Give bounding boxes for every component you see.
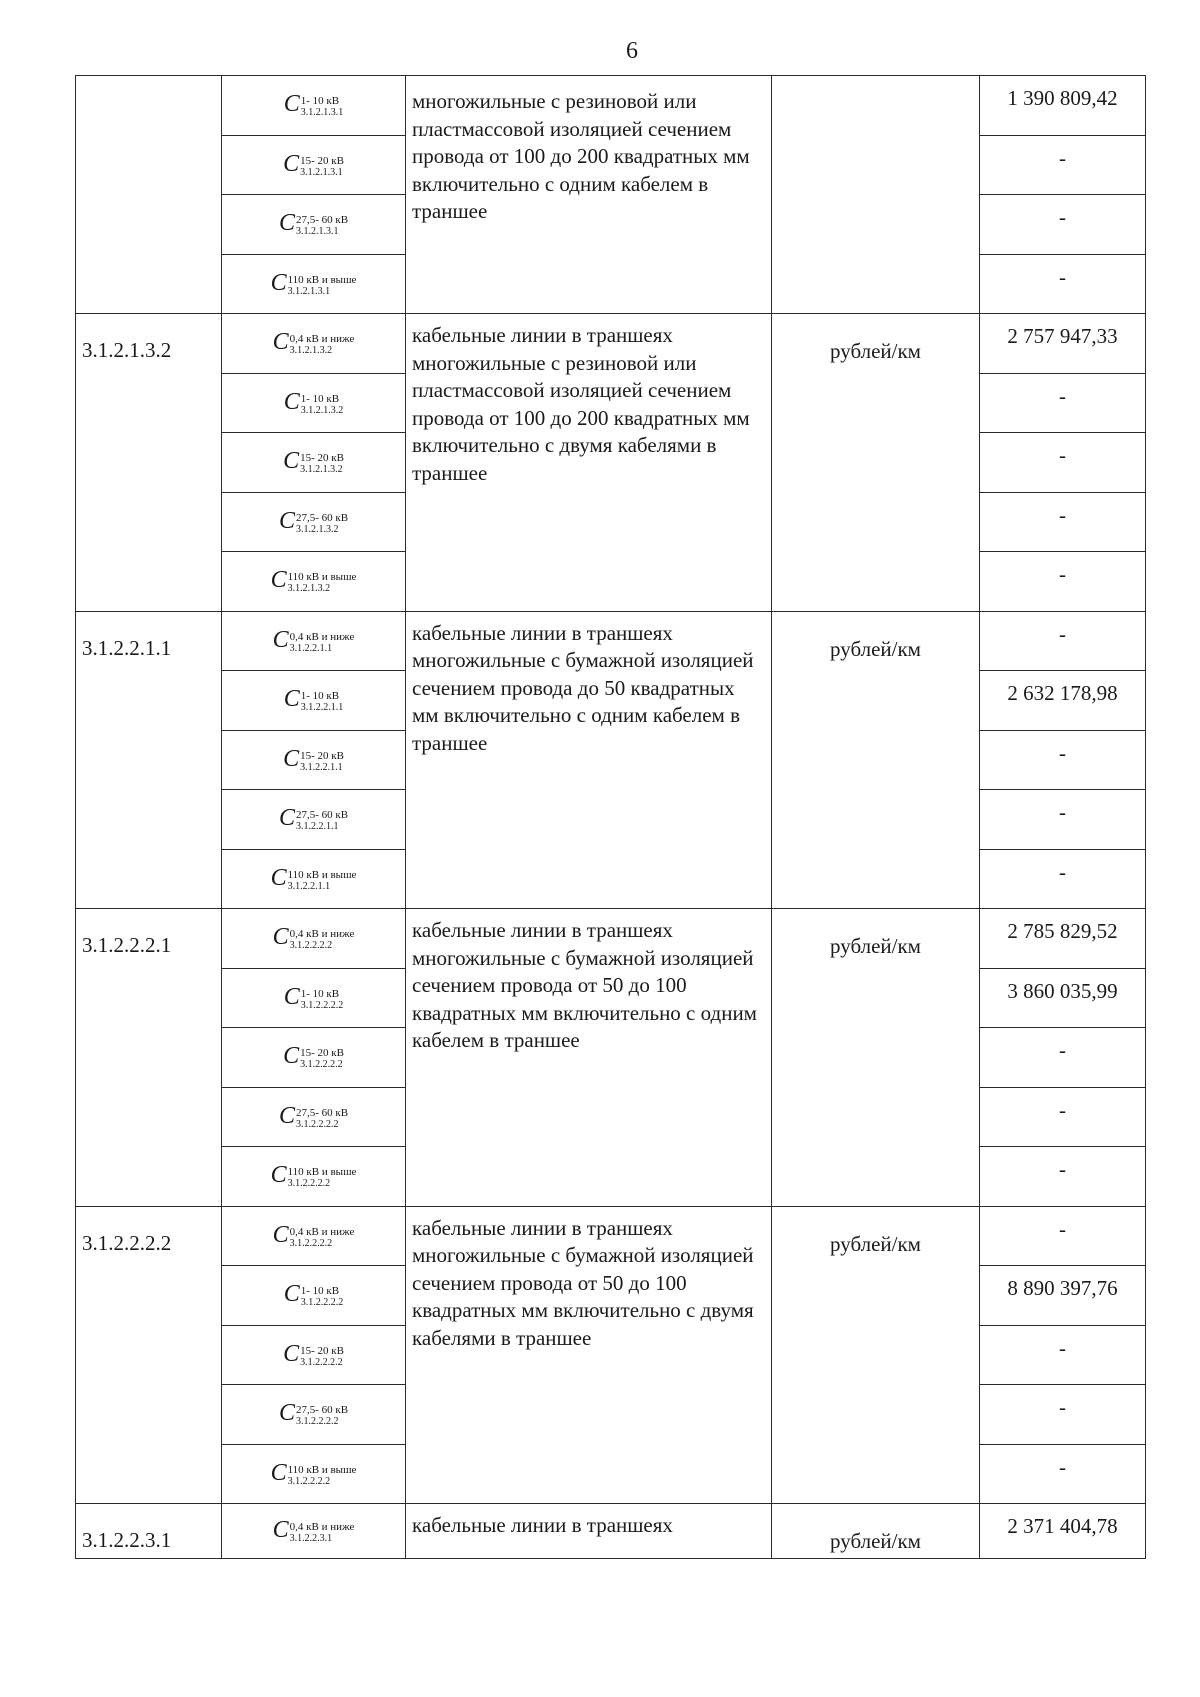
voltage-class: 27,5- 60 кВ	[295, 511, 349, 524]
rate-symbol	[222, 790, 406, 850]
rate-value: -	[980, 1087, 1146, 1147]
rate-value: -	[980, 1325, 1146, 1385]
rate-value: -	[980, 254, 1146, 314]
unit-of-measure: рублей/км	[772, 1504, 980, 1559]
rate-symbol	[222, 195, 406, 255]
rate-index: 3.1.2.2.1.1	[300, 702, 344, 714]
rate-index: 3.1.2.2.1.1	[295, 821, 339, 833]
rate-index: 3.1.2.2.2.2	[300, 1297, 344, 1309]
voltage-class: 15- 20 кВ	[300, 1047, 344, 1060]
rate-value: -	[980, 1385, 1146, 1445]
symbol-letter: C	[278, 1400, 295, 1427]
rate-symbol	[222, 433, 406, 493]
voltage-class: 27,5- 60 кВ	[295, 809, 349, 822]
table-row	[76, 76, 1146, 136]
rate-index: 3.1.2.2.2.2	[300, 1059, 343, 1071]
symbol-indices	[300, 1345, 344, 1369]
symbol-indices	[301, 95, 344, 119]
rate-symbol	[222, 1444, 406, 1504]
rate-index: 3.1.2.1.3.2	[300, 464, 343, 476]
voltage-class: 15- 20 кВ	[300, 154, 344, 167]
voltage-class: 15- 20 кВ	[300, 1344, 344, 1357]
rate-symbol	[222, 849, 406, 909]
rate-value: -	[980, 1444, 1146, 1504]
rate-value: -	[980, 135, 1146, 195]
voltage-class: 1- 10 кВ	[300, 987, 340, 1000]
symbol-indices	[296, 1107, 348, 1131]
symbol-indices	[290, 1226, 355, 1250]
rate-value: -	[980, 1028, 1146, 1088]
item-code: 3.1.2.2.2.1	[76, 909, 222, 1207]
rate-symbol	[222, 1028, 406, 1088]
symbol-indices	[296, 214, 348, 238]
item-code	[76, 76, 222, 314]
table-row	[76, 1504, 1146, 1559]
rate-index: 3.1.2.2.2.2	[287, 1178, 331, 1190]
symbol-indices	[288, 1166, 357, 1190]
rate-symbol	[222, 1325, 406, 1385]
symbol-letter: C	[270, 269, 287, 296]
voltage-class: 1- 10 кВ	[300, 392, 340, 405]
unit-of-measure: рублей/км	[772, 1206, 980, 1504]
voltage-class: 1- 10 кВ	[300, 1285, 340, 1298]
rate-value: -	[980, 1206, 1146, 1266]
symbol-letter: C	[272, 626, 289, 653]
rate-symbol	[222, 1266, 406, 1326]
item-description: кабельные линии в траншеях	[406, 1504, 772, 1559]
rate-value: 1 390 809,42	[980, 76, 1146, 136]
voltage-class: 110 кВ и выше	[287, 1166, 357, 1179]
rate-symbol	[222, 492, 406, 552]
symbol-letter: C	[283, 150, 300, 177]
voltage-class: 0,4 кВ и ниже	[289, 928, 355, 941]
symbol-letter: C	[270, 1459, 287, 1486]
rate-index: 3.1.2.2.1.1	[300, 761, 343, 773]
rate-index: 3.1.2.1.3.2	[287, 583, 331, 595]
tariff-table-body	[76, 76, 1146, 1559]
symbol-indices	[288, 1464, 357, 1488]
tariff-table	[75, 75, 1146, 1559]
symbol-indices	[288, 274, 357, 298]
rate-symbol	[222, 1147, 406, 1207]
symbol-indices	[290, 631, 355, 655]
voltage-class: 1- 10 кВ	[300, 95, 340, 108]
symbol-letter: C	[278, 805, 295, 832]
item-code: 3.1.2.2.2.2	[76, 1206, 222, 1504]
rate-index: 3.1.2.2.3.1	[289, 1533, 333, 1545]
symbol-indices	[301, 690, 344, 714]
item-description: кабельные линии в траншеях многожильные с бумажной изоляцией сечением провода от 50 до 100 квадратных мм включительно с двумя кабелями в траншее	[406, 1206, 772, 1504]
rate-value: -	[980, 849, 1146, 909]
item-code: 3.1.2.2.3.1	[76, 1504, 222, 1559]
voltage-class: 15- 20 кВ	[300, 749, 344, 762]
unit-of-measure	[772, 76, 980, 314]
symbol-indices	[301, 988, 344, 1012]
rate-symbol	[222, 76, 406, 136]
symbol-letter: C	[278, 210, 295, 237]
rate-value: -	[980, 611, 1146, 671]
rate-index: 3.1.2.1.3.1	[300, 166, 343, 178]
rate-value: -	[980, 552, 1146, 612]
rate-index: 3.1.2.2.2.2	[300, 999, 344, 1011]
rate-index: 3.1.2.1.3.2	[300, 404, 344, 416]
voltage-class: 110 кВ и выше	[287, 868, 357, 881]
symbol-letter: C	[283, 1043, 300, 1070]
symbol-letter: C	[272, 1516, 289, 1543]
voltage-class: 110 кВ и выше	[287, 273, 357, 286]
rate-index: 3.1.2.1.3.2	[295, 523, 339, 535]
rate-symbol	[222, 968, 406, 1028]
rate-index: 3.1.2.1.3.1	[295, 226, 339, 238]
rate-index: 3.1.2.2.2.2	[300, 1356, 343, 1368]
item-description: кабельные линии в траншеях многожильные с бумажной изоляцией сечением провода до 50 квадратных мм включительно с одним кабелем в траншее	[406, 611, 772, 909]
voltage-class: 15- 20 кВ	[300, 452, 344, 465]
item-description: многожильные с резиновой или пластмассовой изоляцией сечением провода от 100 до 200 квадратных мм включительно с одним кабелем в траншее	[406, 76, 772, 314]
rate-symbol	[222, 254, 406, 314]
rate-symbol	[222, 1504, 406, 1559]
symbol-letter: C	[270, 567, 287, 594]
symbol-letter: C	[272, 329, 289, 356]
voltage-class: 0,4 кВ и ниже	[289, 333, 355, 346]
symbol-indices	[301, 393, 344, 417]
rate-index: 3.1.2.1.3.2	[289, 345, 333, 357]
symbol-letter: C	[283, 448, 300, 475]
table-row	[76, 909, 1146, 969]
table-row	[76, 611, 1146, 671]
rate-symbol	[222, 373, 406, 433]
rate-value: 2 785 829,52	[980, 909, 1146, 969]
rate-value: 8 890 397,76	[980, 1266, 1146, 1326]
symbol-indices	[288, 869, 357, 893]
symbol-letter: C	[283, 983, 300, 1010]
rate-symbol	[222, 909, 406, 969]
rate-index: 3.1.2.1.3.1	[287, 285, 331, 297]
rate-value: -	[980, 730, 1146, 790]
rate-symbol	[222, 1206, 406, 1266]
rate-symbol	[222, 671, 406, 731]
symbol-letter: C	[270, 1162, 287, 1189]
item-description: кабельные линии в траншеях многожильные с резиновой или пластмассовой изоляцией сечением провода от 100 до 200 квадратных мм включительно с двумя кабелями в траншее	[406, 314, 772, 612]
symbol-letter: C	[278, 507, 295, 534]
rate-value: 2 371 404,78	[980, 1504, 1146, 1559]
rate-index: 3.1.2.2.2.2	[287, 1475, 331, 1487]
symbol-letter: C	[283, 91, 300, 118]
rate-symbol	[222, 314, 406, 374]
symbol-letter: C	[283, 1281, 300, 1308]
voltage-class: 110 кВ и выше	[287, 571, 357, 584]
rate-value: -	[980, 790, 1146, 850]
symbol-indices	[290, 928, 355, 952]
rate-index: 3.1.2.2.2.2	[289, 1237, 333, 1249]
voltage-class: 110 кВ и выше	[287, 1463, 357, 1476]
symbol-indices	[300, 155, 344, 179]
rate-symbol	[222, 552, 406, 612]
symbol-letter: C	[278, 1102, 295, 1129]
rate-value: -	[980, 373, 1146, 433]
symbol-letter: C	[272, 924, 289, 951]
rate-index: 3.1.2.2.2.2	[289, 940, 333, 952]
symbol-letter: C	[272, 1221, 289, 1248]
voltage-class: 27,5- 60 кВ	[295, 214, 349, 227]
symbol-indices	[290, 1521, 355, 1545]
rate-value: -	[980, 433, 1146, 493]
unit-of-measure: рублей/км	[772, 909, 980, 1207]
page-number: 6	[626, 38, 638, 64]
rate-index: 3.1.2.2.1.1	[289, 642, 333, 654]
symbol-letter: C	[270, 864, 287, 891]
voltage-class: 0,4 кВ и ниже	[289, 1225, 355, 1238]
symbol-letter: C	[283, 1340, 300, 1367]
rate-symbol	[222, 611, 406, 671]
rate-symbol	[222, 1385, 406, 1445]
symbol-indices	[300, 452, 344, 476]
rate-value: -	[980, 195, 1146, 255]
rate-value: 2 632 178,98	[980, 671, 1146, 731]
voltage-class: 1- 10 кВ	[300, 690, 340, 703]
symbol-letter: C	[283, 745, 300, 772]
rate-symbol	[222, 730, 406, 790]
rate-value: 2 757 947,33	[980, 314, 1146, 374]
rate-symbol	[222, 135, 406, 195]
symbol-indices	[296, 809, 348, 833]
symbol-indices	[300, 750, 344, 774]
symbol-letter: C	[283, 686, 300, 713]
symbol-indices	[288, 571, 357, 595]
table-row	[76, 314, 1146, 374]
voltage-class: 0,4 кВ и ниже	[289, 1521, 355, 1534]
rate-index: 3.1.2.1.3.1	[300, 107, 344, 119]
rate-symbol	[222, 1087, 406, 1147]
rate-value: -	[980, 1147, 1146, 1207]
symbol-indices	[296, 512, 348, 536]
symbol-indices	[290, 333, 355, 357]
rate-index: 3.1.2.2.1.1	[287, 880, 331, 892]
unit-of-measure: рублей/км	[772, 314, 980, 612]
rate-index: 3.1.2.2.2.2	[295, 1118, 339, 1130]
unit-of-measure: рублей/км	[772, 611, 980, 909]
rate-index: 3.1.2.2.2.2	[295, 1416, 339, 1428]
item-description: кабельные линии в траншеях многожильные с бумажной изоляцией сечением провода от 50 до 100 квадратных мм включительно с одним кабелем в траншее	[406, 909, 772, 1207]
symbol-indices	[300, 1047, 344, 1071]
voltage-class: 27,5- 60 кВ	[295, 1404, 349, 1417]
voltage-class: 27,5- 60 кВ	[295, 1106, 349, 1119]
symbol-indices	[301, 1285, 344, 1309]
item-code: 3.1.2.2.1.1	[76, 611, 222, 909]
voltage-class: 0,4 кВ и ниже	[289, 630, 355, 643]
item-code: 3.1.2.1.3.2	[76, 314, 222, 612]
rate-value: -	[980, 492, 1146, 552]
symbol-indices	[296, 1404, 348, 1428]
rate-value: 3 860 035,99	[980, 968, 1146, 1028]
symbol-letter: C	[283, 388, 300, 415]
table-row	[76, 1206, 1146, 1266]
